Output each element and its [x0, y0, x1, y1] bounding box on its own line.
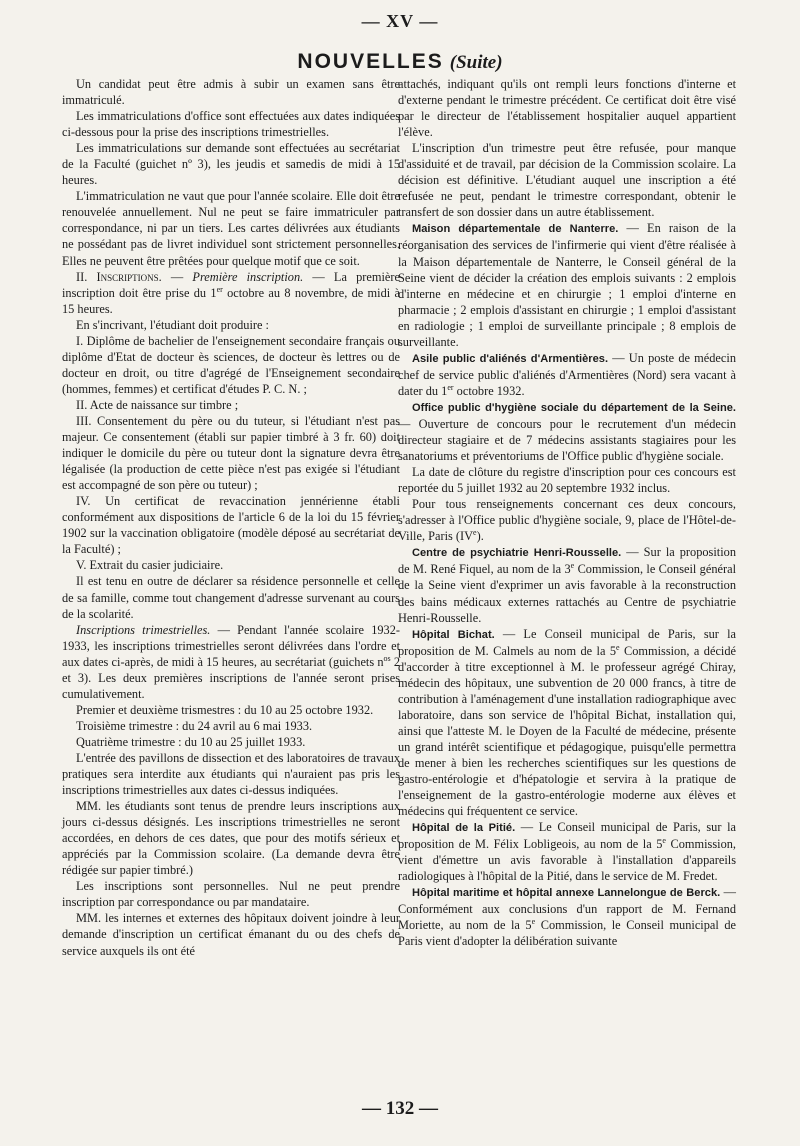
text-run: Commission, le Conseil général de la Seine vient d'exprimer un avis favorable à la reconstruction des bains médicaux externes rattachés au Centre de psychiatrie Henri-Rousselle.	[398, 562, 736, 625]
news-item	[398, 399, 736, 464]
paragraph: Quatrième trimestre : du 10 au 25 juillet 1933.	[76, 734, 306, 749]
news-heading: Hôpital maritime et hôpital annexe Lannelongue de Berck.	[412, 887, 721, 900]
paragraph: II. Inscriptions. — Première inscription. — La première inscription doit être prise du 1er octobre au 8 novembre, de midi à 15 heures.	[62, 269, 400, 316]
paragraph	[62, 622, 400, 702]
italic-heading: Inscriptions trimestrielles.	[76, 622, 211, 637]
section-label: II. Inscriptions.	[76, 269, 162, 284]
text-run: Commission, vient d'émettre un avis favorable à l'installation d'appareils radiologiques à l'hôpital de la Pitié, dans le service de M. Fredet.	[398, 837, 736, 884]
page-roman-numeral: — XV —	[361, 11, 439, 31]
superscript: er	[447, 382, 454, 392]
news-heading: Hôpital de la Pitié.	[412, 822, 516, 835]
paragraph: Un candidat peut être admis à subir un examen sans être immatriculé.	[62, 77, 400, 108]
news-heading: Office public d'hygiène sociale du département de la Seine.	[412, 401, 736, 414]
superscript: e	[662, 836, 666, 846]
news-item	[398, 544, 736, 625]
text-run: Commission, le Conseil municipal de Paris vient d'adopter la délibération suivante	[398, 918, 736, 949]
right-column	[398, 76, 736, 950]
paragraph: L'entrée des pavillons de dissection et des laboratoires de travaux pratiques sera interdite aux étudiants qui n'auraient pas pris les inscriptions trimestrielles aux dates ci-dessus indiquées.	[62, 750, 400, 798]
superscript: e	[473, 528, 477, 538]
text-run: — Conformément aux conclusions d'un rapport de M. Fernand Moriette, au nom de la 5	[398, 885, 736, 933]
news-heading: Centre de psychiatrie Henri-Rousselle.	[412, 547, 622, 560]
news-item	[398, 350, 736, 399]
text-run: — Le Conseil municipal de Paris, sur la proposition de M. Calmels au nom de la 5	[398, 626, 736, 658]
paragraph: Les immatriculations d'office sont effectuées aux dates indiquées ci-dessous pour la prise des inscriptions trimestrielles.	[62, 109, 400, 140]
paragraph: Les immatriculations sur demande sont effectuées au secrétariat de la Faculté (guichet nº 3), les jeudis et samedis de midi à 15 heures.	[62, 141, 400, 188]
superscript: e	[616, 642, 620, 652]
list-item: V. Extrait du casier judiciaire.	[76, 558, 224, 573]
title-suffix: (Suite)	[449, 52, 503, 73]
left-column	[62, 76, 400, 959]
superscript: e	[531, 917, 536, 927]
superscript: er	[216, 284, 223, 294]
text-run: octobre au 8 novembre, de midi à 15 heures.	[62, 285, 400, 316]
superscript: os	[383, 653, 391, 663]
paragraph: En s'incrivant, l'étudiant doit produire :	[76, 317, 269, 332]
text-run: — Sur la proposition de M. René Fiquel, au nom de la 3	[398, 545, 736, 577]
text-run: — Pendant l'année scolaire 1932-1933, les inscriptions trimestrielles seront délivrées dans l'ordre et aux dates ci-après, de midi à 15 heures, au secrétariat (guichets n	[62, 622, 401, 669]
italic-heading: Première inscription.	[192, 269, 304, 284]
news-item	[398, 626, 736, 820]
news-heading: Hôpital Bichat.	[412, 628, 495, 641]
paragraph: La date de clôture du registre d'inscription pour ces concours est reportée du 5 juillet 1932 au 20 septembre 1932 inclus.	[398, 465, 736, 496]
paragraph: Il est tenu en outre de déclarer sa résidence personnelle et celle de sa famille, comme tout changement d'adresse survenant au cours de la scolarité.	[62, 574, 400, 621]
text-run: Commission, a décidé d'accorder à titre exceptionnel à M. le professeur agrégé Chiray, médecin des hôpitaux, une subvention de 20 000 francs, à titre de contribution à l'aménagement d'une installation radiographique avec laboratoire, dans son service de l'hôpital Bichat, installation qui, ainsi que l'atteste M. le Doyen de la Faculté de médecine, présente un grand intérêt scientifique et pédagogique, puisqu'elle permettra de mener à bien les recherches scientifiques sur les questions de gastro-entérologie et d'hépatologie et servira à la pratique de l'enseignement de la gastro-entérologie moderne aux élèves et médecins qui fréquentent ce service.	[398, 643, 736, 819]
list-item: IV. Un certificat de revaccination jennérienne établi conformément aux dispositions de l'article 6 de la loi du 15 février 1902 sur la vaccination obligatoire (modèle déposé au secrétariat de la Faculté) ;	[62, 494, 400, 557]
text-run: octobre 1932.	[453, 383, 525, 398]
news-item	[398, 220, 736, 349]
paragraph: Troisième trimestre : du 24 avril au 6 mai 1933.	[76, 718, 313, 733]
news-item	[398, 884, 736, 949]
text-run: Pour tous renseignements concernant ces deux concours, s'adresser à l'Office public d'hygiène sociale, 9, place de l'Hôtel-de-Ville, Paris (IV	[398, 497, 736, 544]
text-run: — Ouverture de concours pour le recrutement d'un médecin directeur stagiaire et de 7 médecins assistants stagiaires pour les sanatoriums et préventoriums de l'Office public d'hygiène sociale.	[398, 416, 736, 464]
paragraph: Premier et deuxième trismestres : du 10 au 25 octobre 1932.	[76, 702, 374, 717]
title-text: NOUVELLES	[297, 50, 444, 73]
paragraph: attachés, indiquant qu'ils ont rempli leurs fonctions d'interne et d'externe pendant le trimestre précédent. Ce certificat doit être visé par le directeur de l'établissement hospitalier auquel appartient l'élève.	[398, 77, 736, 140]
text-run: — En raison de la réorganisation des services de l'infirmerie qui vient d'être réalisée à la Maison départementale de Nanterre, le Conseil général de la Seine vient de décider la création des emplois suivants : 2 emplois d'interne en médecine et en chirurgie ; 1 emploi d'interne en pharmacie ; 2 emplois d'assistant en chirurgie ; 1 emploi d'assistant en radiologie ; 1 emploi de surveillante principale ; 8 emplois de surveillante.	[398, 221, 736, 349]
page-title	[0, 50, 800, 74]
paragraph: L'immatriculation ne vaut que pour l'année scolaire. Elle doit être renouvelée annuellement. Nul ne peut se faire immatriculer par correspondance, ni par un tiers. Les cartes délivrées aux étudiants ne possédant pas de livret individuel sont strictement personnelles. Elles ne peuvent être prêtées pour quelque motif que ce soit.	[62, 189, 400, 268]
list-item: II. Acte de naissance sur timbre ;	[76, 397, 239, 412]
list-item: I. Diplôme de bachelier de l'enseignement secondaire français ou diplôme d'Etat de docteur ès sciences, de docteur ès lettres ou de docteur en droit, ou titre d'agrégé de l'Enseignement secondaire (hommes, femmes) et certificat d'études P. C. N. ;	[62, 333, 400, 396]
page-number: — 132 —	[362, 1098, 438, 1119]
paragraph: L'inscription d'un trimestre peut être refusée, pour manque d'assiduité et de travail, par décision de la Commission scolaire. La décision est définitive. L'étudiant auquel une inscription a été refusée ne peut, pendant le trimestre correspondant, obtenir le transfert de son dossier dans un autre établissement.	[398, 141, 736, 220]
paragraph	[398, 496, 736, 544]
news-heading: Maison départementale de Nanterre.	[412, 223, 619, 236]
paragraph: Les inscriptions sont personnelles. Nul ne peut prendre inscription par correspondance ou par mandataire.	[62, 879, 400, 910]
text-run: — Le Conseil municipal de Paris, sur la proposition de M. Félix Lobligeois, au nom de la 5	[398, 820, 736, 852]
news-heading: Asile public d'aliénés d'Armentières.	[412, 352, 609, 365]
paragraph: MM. les internes et externes des hôpitaux doivent joindre à leur demande d'inscription un certificat émanant du ou des chefs de service auxquels ils ont été	[62, 911, 400, 958]
paragraph: MM. les étudiants sont tenus de prendre leurs inscriptions aux jours ci-dessus désignés. Les inscriptions trimestrielles ne seront accordées, en dehors de ces dates, que pour des motifs sérieux et appréciés par la Commission scolaire. (La demande devra être rédigée sur papier timbré.)	[62, 799, 400, 878]
list-item: III. Consentement du père ou du tuteur, si l'étudiant n'est pas majeur. Ce consentement (établi sur papier timbré à 3 fr. 60) doit indiquer le domicile du père ou tuteur dont la signature devra être légalisée (la production de cette pièce n'est pas exigée si l'étudiant est accompagné de son père ou tuteur) ;	[62, 413, 400, 493]
news-item	[398, 819, 736, 884]
text-run: ).	[476, 529, 484, 544]
superscript: e	[570, 561, 575, 571]
text-run: — La première inscription doit être prise du 1	[62, 269, 400, 300]
text-run: 2 et 3). Les deux premières inscriptions de l'année seront prises cumulativement.	[62, 654, 400, 701]
text-run: — Un poste de médecin chef de service public d'aliénés d'Armentières (Nord) sera vacant à dater du 1	[398, 350, 736, 398]
